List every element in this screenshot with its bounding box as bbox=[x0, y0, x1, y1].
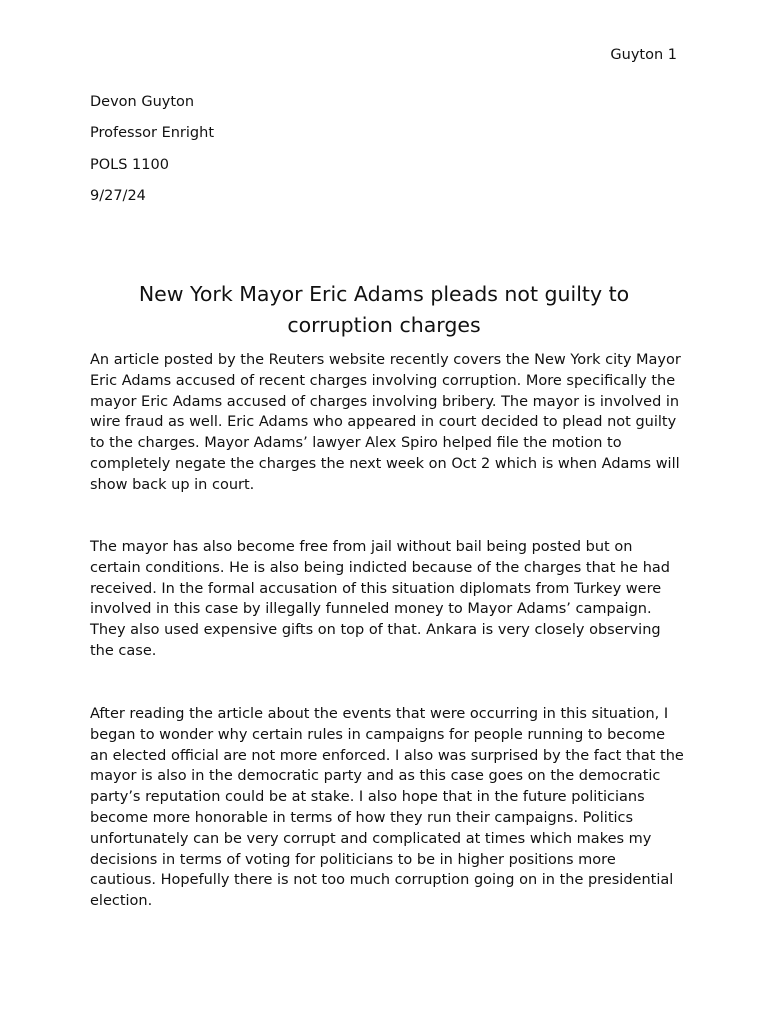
body-paragraph-1: An article posted by the Reuters website recently covers the New York city Mayor Eric Adams accused of recent charges involving corruption. More specifically the mayor Eric Adams accused of charges involving bribery. The mayor is involved in wire fraud as well. Eric Adams who appeared in court decided to plead not guilty to the charges. Mayor Adams’ lawyer Alex Spiro helped file the motion to completely negate the charges the next week on Oct 2 which is when Adams will show back up in court. bbox=[90, 352, 681, 493]
mla-heading bbox=[90, 92, 214, 217]
author-name: Devon Guyton bbox=[90, 94, 195, 110]
submission-date: 9/27/24 bbox=[90, 187, 146, 204]
course-code: POLS 1100 bbox=[90, 156, 169, 173]
body-paragraph-3: After reading the article about the events that were occurring in this situation, I began to wonder why certain rules in campaigns for people running to become an elected official are not more enforced. I also was surprised by the fact that the mayor is also in the democratic party and as this case goes on the democratic party’s reputation could be at stake. I also hope that in the future politicians become more honorable in terms of how they run their campaigns. Politics unfortunately can be very corrupt and complicated at times which makes my decisions in terms of voting for politicians to be in higher positions more cautious. Hopefully there is not too much corruption going on in the presidential election. bbox=[90, 706, 684, 910]
professor-name: Professor Enright bbox=[90, 125, 215, 142]
body-paragraph-2: The mayor has also become free from jail without bail being posted but on certain conditions. He is also being indicted because of the charges that he had received. In the formal accusation of this situation diplomats from Turkey were involved in this case by illegally funneled money to Mayor Adams’ campaign. They also used expensive gifts on top of that. Ankara is very closely observing the case. bbox=[90, 539, 670, 659]
running-head: Guyton 1 bbox=[610, 47, 677, 63]
essay-title: New York Mayor Eric Adams pleads not guilty to corruption charges bbox=[138, 282, 630, 337]
